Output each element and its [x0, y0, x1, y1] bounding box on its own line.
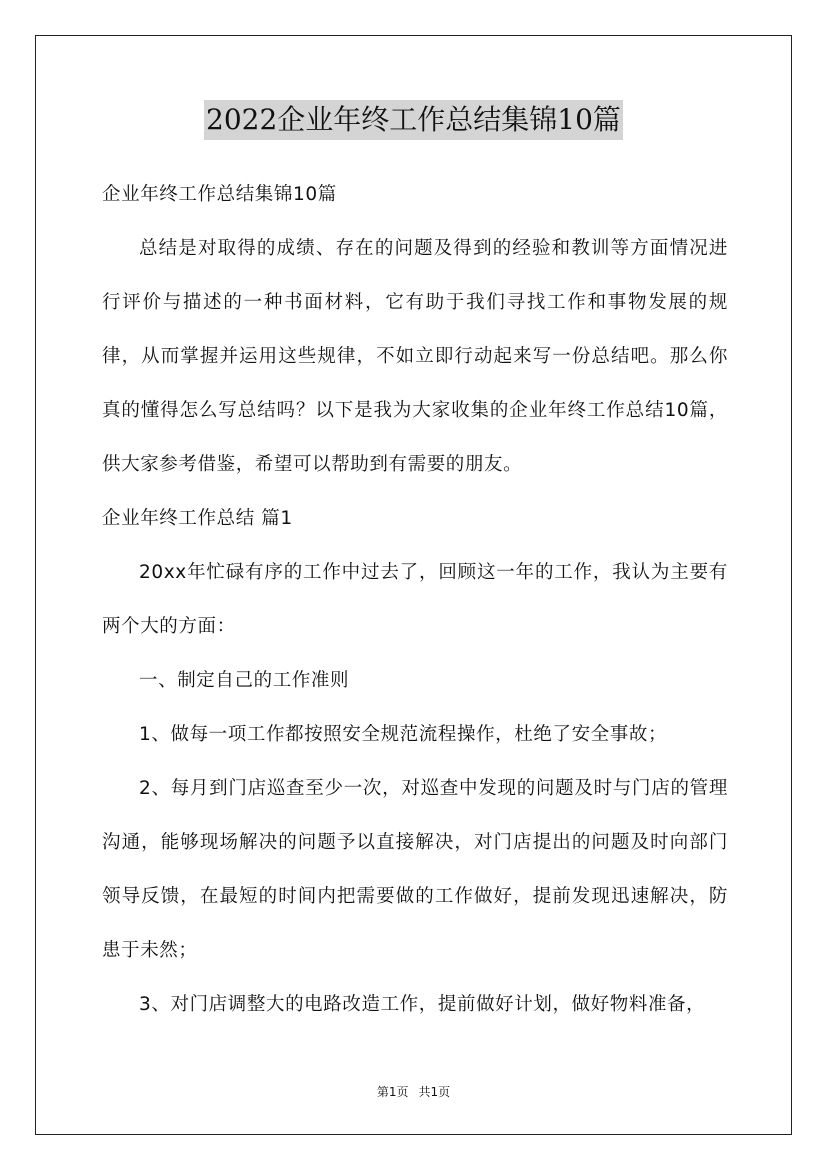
title-container	[0, 100, 827, 140]
subsection-heading: 一、制定自己的工作准则	[139, 670, 350, 691]
list-item: 2、每月到门店巡查至少一次，对巡查中发现的问题及时与门店的管理沟通，能够现场解决的问题予以直接解决，对门店提出的问题及时向部门领导反馈，在最短的时间内把需要做的工作做好，提前发现迅速解决，防患于未然；	[102, 778, 728, 961]
list-item: 1、做每一项工作都按照安全规范流程操作，杜绝了安全事故；	[139, 724, 668, 745]
list-item: 3、对门店调整大的电路改造工作，提前做好计划，做好物料准备，	[139, 994, 706, 1015]
page-footer	[0, 1083, 827, 1100]
paragraph: 20xx年忙碌有序的工作中过去了，回顾这一年的工作，我认为主要有两个大的方面：	[102, 562, 728, 637]
page-number-total: 共1页	[418, 1085, 451, 1099]
paragraph-intro: 总结是对取得的成绩、存在的问题及得到的经验和教训等方面情况进行评价与描述的一种书面材料，它有助于我们寻找工作和事物发展的规律，从而掌握并运用这些规律，不如立即行动起来写一份总结吧。那么你真的懂得怎么写总结吗？以下是我为大家收集的企业年终工作总结10篇，供大家参考借鉴，希望可以帮助到有需要的朋友。	[102, 238, 728, 475]
paragraph-subtitle: 企业年终工作总结集锦10篇	[102, 184, 337, 205]
page-number-current: 第1页	[376, 1085, 409, 1099]
document-title: 2022企业年终工作总结集锦10篇	[204, 100, 623, 140]
section-heading: 企业年终工作总结 篇1	[102, 508, 293, 529]
document-body	[102, 168, 728, 1032]
